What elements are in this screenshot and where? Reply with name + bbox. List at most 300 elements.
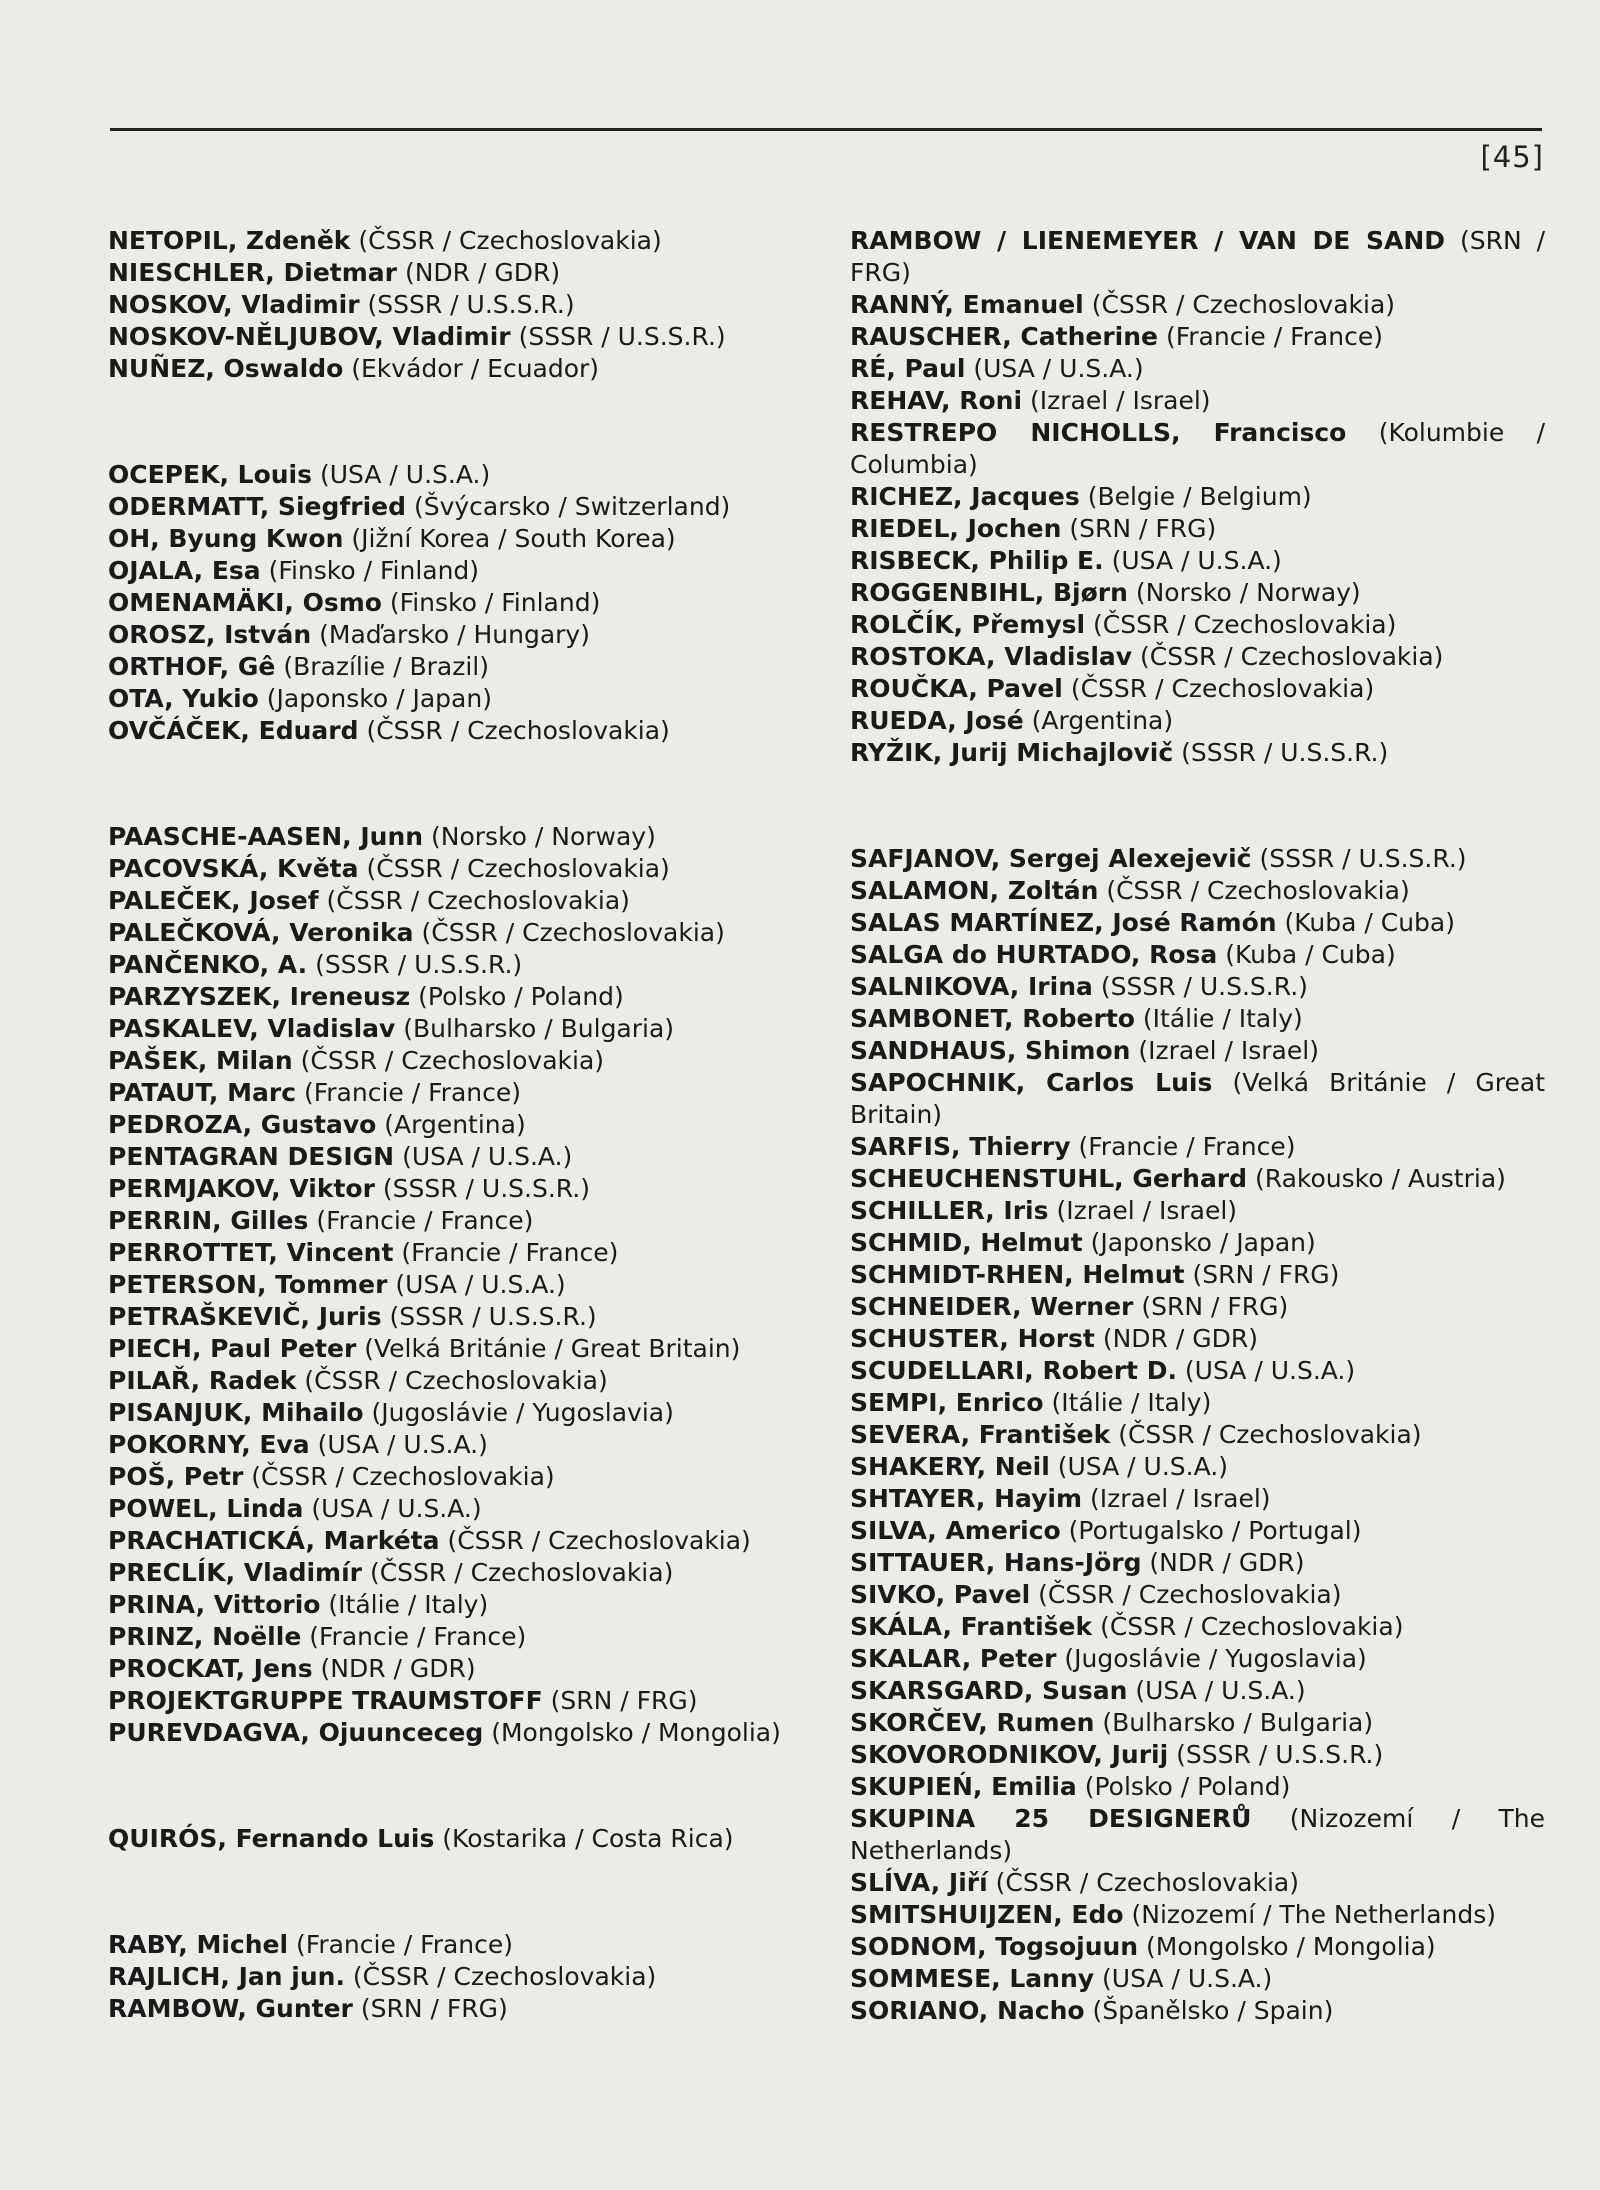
designer-name: SMITSHUIJZEN, Edo xyxy=(850,1900,1124,1929)
designer-country: (Rakousko / Austria) xyxy=(1255,1164,1506,1193)
designer-country: (USA / U.S.A.) xyxy=(402,1142,573,1171)
list-item xyxy=(108,1461,803,1493)
designer-name: SKOVORODNIKOV, Jurij xyxy=(850,1740,1169,1769)
list-item xyxy=(108,459,803,491)
list-item xyxy=(108,885,803,917)
designer-name: SKORČEV, Rumen xyxy=(850,1708,1095,1737)
name-group xyxy=(108,225,803,385)
designer-country: (Francie / France) xyxy=(303,1078,521,1107)
designer-country: (USA / U.S.A.) xyxy=(1184,1356,1356,1385)
list-item xyxy=(850,1419,1545,1451)
designer-country: (SRN / FRG) xyxy=(550,1686,698,1715)
designer-country: (Argentina) xyxy=(384,1110,526,1139)
list-item xyxy=(850,225,1545,289)
designer-name: RAMBOW / LIENEMEYER / VAN DE SAND xyxy=(850,226,1446,255)
designer-name: SIVKO, Pavel xyxy=(850,1580,1031,1609)
designer-country: (USA / U.S.A.) xyxy=(395,1270,566,1299)
designer-country: (Francie / France) xyxy=(296,1930,514,1959)
list-item xyxy=(850,1739,1545,1771)
designer-country: (ČSSR / Czechoslovakia) xyxy=(1100,1612,1404,1641)
designer-name: NUÑEZ, Oswaldo xyxy=(108,354,344,383)
designer-name: ROSTOKA, Vladislav xyxy=(850,642,1133,671)
designer-name: PERRIN, Gilles xyxy=(108,1206,309,1235)
designer-country: (Izrael / Israel) xyxy=(1056,1196,1238,1225)
list-item xyxy=(850,673,1545,705)
designer-name: SCHMIDT-RHEN, Helmut xyxy=(850,1260,1185,1289)
designer-name: PRECLÍK, Vladimír xyxy=(108,1558,363,1587)
list-item xyxy=(850,1931,1545,1963)
designer-country: (Kuba / Cuba) xyxy=(1284,908,1455,937)
list-item xyxy=(850,1163,1545,1195)
designer-name: ORTHOF, Gê xyxy=(108,652,276,681)
designer-country: (Portugalsko / Portugal) xyxy=(1068,1516,1362,1545)
designer-name: NOSKOV-NĚLJUBOV, Vladimir xyxy=(108,322,511,351)
designer-name: OROSZ, István xyxy=(108,620,312,649)
designer-country: (SSSR / U.S.S.R.) xyxy=(1100,972,1308,1001)
designer-name: PACOVSKÁ, Květa xyxy=(108,854,359,883)
designer-country: (Švýcarsko / Switzerland) xyxy=(413,492,731,521)
designer-name: NIESCHLER, Dietmar xyxy=(108,258,397,287)
list-item xyxy=(108,1333,803,1365)
designer-country: (Jugoslávie / Yugoslavia) xyxy=(371,1398,674,1427)
designer-name: OVČÁČEK, Eduard xyxy=(108,716,359,745)
designer-name: SALAS MARTÍNEZ, José Ramón xyxy=(850,908,1277,937)
designer-country: (Izrael / Israel) xyxy=(1089,1484,1271,1513)
designer-country: (NDR / GDR) xyxy=(1102,1324,1258,1353)
designer-name: SODNOM, Togsojuun xyxy=(850,1932,1139,1961)
designer-name: QUIRÓS, Fernando Luis xyxy=(108,1824,435,1853)
list-item xyxy=(850,1803,1545,1867)
designer-country: (Polsko / Poland) xyxy=(418,982,624,1011)
designer-country: (Jižní Korea / South Korea) xyxy=(351,524,676,553)
list-item xyxy=(850,513,1545,545)
designer-country: (SSSR / U.S.S.R.) xyxy=(1176,1740,1384,1769)
list-item xyxy=(108,917,803,949)
designer-country: (Jugoslávie / Yugoslavia) xyxy=(1064,1644,1367,1673)
designer-country: (Itálie / Italy) xyxy=(1051,1388,1212,1417)
list-item xyxy=(108,1621,803,1653)
designer-name: OH, Byung Kwon xyxy=(108,524,344,553)
list-item xyxy=(108,587,803,619)
designer-country: (Velká Británie / Great Britain) xyxy=(850,1068,1545,1129)
list-item xyxy=(850,907,1545,939)
designer-name: RICHEZ, Jacques xyxy=(850,482,1080,511)
designer-name: PETERSON, Tommer xyxy=(108,1270,388,1299)
designer-country: (USA / U.S.A.) xyxy=(1111,546,1282,575)
list-item xyxy=(850,1675,1545,1707)
name-group xyxy=(108,459,803,747)
list-item xyxy=(108,1993,803,2025)
list-item xyxy=(108,1045,803,1077)
designer-country: (Brazílie / Brazil) xyxy=(283,652,489,681)
designer-country: (USA / U.S.A.) xyxy=(973,354,1144,383)
list-item xyxy=(850,1611,1545,1643)
designer-country: (USA / U.S.A.) xyxy=(1102,1964,1273,1993)
designer-name: RISBECK, Philip E. xyxy=(850,546,1104,575)
designer-country: (ČSSR / Czechoslovakia) xyxy=(1038,1580,1342,1609)
list-item xyxy=(850,1291,1545,1323)
list-item xyxy=(108,949,803,981)
list-item xyxy=(850,577,1545,609)
list-item xyxy=(108,853,803,885)
designer-country: (Francie / France) xyxy=(1078,1132,1296,1161)
designer-name: SCHNEIDER, Werner xyxy=(850,1292,1134,1321)
list-item xyxy=(850,641,1545,673)
list-item xyxy=(850,417,1545,481)
list-item xyxy=(850,1355,1545,1387)
list-item xyxy=(850,481,1545,513)
designer-country: (USA / U.S.A.) xyxy=(1057,1452,1228,1481)
designer-name: SHAKERY, Neil xyxy=(850,1452,1050,1481)
designer-country: (Japonsko / Japan) xyxy=(266,684,492,713)
header-rule xyxy=(110,128,1542,131)
designer-name: PAŠEK, Milan xyxy=(108,1046,293,1075)
designer-name: PRINZ, Noëlle xyxy=(108,1622,302,1651)
designer-country: (Maďarsko / Hungary) xyxy=(319,620,590,649)
designer-name: OCEPEK, Louis xyxy=(108,460,313,489)
list-item xyxy=(108,1429,803,1461)
designer-country: (ČSSR / Czechoslovakia) xyxy=(1091,290,1396,319)
page-number: [45] xyxy=(1480,140,1544,174)
designer-country: (ČSSR / Czechoslovakia) xyxy=(1106,876,1410,905)
designer-country: (Itálie / Italy) xyxy=(1142,1004,1303,1033)
designer-country: (ČSSR / Czechoslovakia) xyxy=(366,716,670,745)
designer-name: NOSKOV, Vladimir xyxy=(108,290,360,319)
list-item xyxy=(850,705,1545,737)
designer-country: (Finsko / Finland) xyxy=(389,588,601,617)
designer-country: (ČSSR / Czechoslovakia) xyxy=(369,1558,674,1587)
list-item xyxy=(108,555,803,587)
list-item xyxy=(850,609,1545,641)
designer-name: PUREVDAGVA, Ojuunceceg xyxy=(108,1718,484,1747)
designer-name: PASKALEV, Vladislav xyxy=(108,1014,396,1043)
designer-country: (ČSSR / Czechoslovakia) xyxy=(304,1366,608,1395)
designer-name: REHAV, Roni xyxy=(850,386,1023,415)
designer-name: PATAUT, Marc xyxy=(108,1078,297,1107)
list-item xyxy=(850,385,1545,417)
designer-country: (Kolumbie / Columbia) xyxy=(850,418,1545,479)
designer-country: (ČSSR / Czechoslovakia) xyxy=(366,854,670,883)
designer-name: OTA, Yukio xyxy=(108,684,259,713)
designer-name: PERMJAKOV, Viktor xyxy=(108,1174,375,1203)
designer-name: PETRAŠKEVIČ, Juris xyxy=(108,1302,382,1331)
right-column xyxy=(850,225,1545,2101)
list-item xyxy=(850,1547,1545,1579)
designer-name: SORIANO, Nacho xyxy=(850,1996,1085,2025)
list-item xyxy=(850,1963,1545,1995)
designer-country: (SSSR / U.S.S.R.) xyxy=(315,950,523,979)
designer-name: SCHMID, Helmut xyxy=(850,1228,1083,1257)
designer-country: (Francie / France) xyxy=(316,1206,534,1235)
designer-name: SLÍVA, Jiří xyxy=(850,1868,988,1897)
designer-country: (USA / U.S.A.) xyxy=(311,1494,482,1523)
list-item xyxy=(108,1961,803,1993)
list-item xyxy=(850,1995,1545,2027)
designer-country: (Kostarika / Costa Rica) xyxy=(442,1824,734,1853)
designer-name: SCHEUCHENSTUHL, Gerhard xyxy=(850,1164,1248,1193)
list-item xyxy=(108,1141,803,1173)
list-item xyxy=(108,1109,803,1141)
designer-country: (USA / U.S.A.) xyxy=(1135,1676,1306,1705)
designer-name: PROJEKTGRUPPE TRAUMSTOFF xyxy=(108,1686,543,1715)
designer-country: (ČSSR / Czechoslovakia) xyxy=(358,226,662,255)
designer-country: (ČSSR / Czechoslovakia) xyxy=(421,918,725,947)
designer-country: (SSSR / U.S.S.R.) xyxy=(389,1302,597,1331)
designer-country: (Itálie / Italy) xyxy=(328,1590,489,1619)
list-item xyxy=(108,1269,803,1301)
designer-country: (Mongolsko / Mongolia) xyxy=(491,1718,781,1747)
name-group xyxy=(108,1929,803,2025)
list-item xyxy=(850,1003,1545,1035)
designer-country: (Argentina) xyxy=(1031,706,1174,735)
designer-name: SKUPINA 25 DESIGNERŮ xyxy=(850,1804,1252,1833)
list-item xyxy=(108,1237,803,1269)
designer-name: POŠ, Petr xyxy=(108,1462,244,1491)
designer-name: SCHUSTER, Horst xyxy=(850,1324,1095,1353)
list-item xyxy=(108,651,803,683)
designer-name: PRACHATICKÁ, Markéta xyxy=(108,1526,440,1555)
designer-name: RÉ, Paul xyxy=(850,354,966,383)
list-item xyxy=(108,1397,803,1429)
designer-country: (Norsko / Norway) xyxy=(431,822,656,851)
list-item xyxy=(108,1013,803,1045)
list-item xyxy=(850,1195,1545,1227)
designer-name: SKARSGARD, Susan xyxy=(850,1676,1128,1705)
designer-name: SALGA do HURTADO, Rosa xyxy=(850,940,1218,969)
list-item xyxy=(108,821,803,853)
list-item xyxy=(850,1771,1545,1803)
list-item xyxy=(108,225,803,257)
designer-country: (Japonsko / Japan) xyxy=(1090,1228,1316,1257)
list-item xyxy=(108,1717,803,1749)
designer-name: SAMBONET, Roberto xyxy=(850,1004,1135,1033)
designer-name: SARFIS, Thierry xyxy=(850,1132,1071,1161)
designer-name: PALEČKOVÁ, Veronika xyxy=(108,918,414,947)
designer-name: RAMBOW, Gunter xyxy=(108,1994,353,2023)
designer-name: SITTAUER, Hans-Jörg xyxy=(850,1548,1142,1577)
designer-name: PRINA, Vittorio xyxy=(108,1590,321,1619)
designer-country: (Velká Británie / Great Britain) xyxy=(364,1334,741,1363)
list-item xyxy=(850,321,1545,353)
designer-country: (SRN / FRG) xyxy=(1069,514,1217,543)
designer-country: (SRN / FRG) xyxy=(850,226,1545,287)
designer-name: SOMMESE, Lanny xyxy=(850,1964,1095,1993)
designer-name: SEMPI, Enrico xyxy=(850,1388,1044,1417)
name-group xyxy=(850,843,1545,2027)
designer-country: (ČSSR / Czechoslovakia) xyxy=(251,1462,555,1491)
list-item xyxy=(850,1035,1545,1067)
designer-name: PILAŘ, Radek xyxy=(108,1366,297,1395)
designer-name: SCUDELLARI, Robert D. xyxy=(850,1356,1177,1385)
designer-name: SCHILLER, Iris xyxy=(850,1196,1049,1225)
list-item xyxy=(108,257,803,289)
designer-country: (Bulharsko / Bulgaria) xyxy=(403,1014,675,1043)
designer-name: ROUČKA, Pavel xyxy=(850,674,1063,703)
list-item xyxy=(108,1365,803,1397)
list-item xyxy=(850,1483,1545,1515)
designer-country: (Polsko / Poland) xyxy=(1084,1772,1291,1801)
list-item xyxy=(108,1929,803,1961)
designer-country: (ČSSR / Czechoslovakia) xyxy=(1118,1420,1422,1449)
designer-country: (SSSR / U.S.S.R.) xyxy=(367,290,575,319)
designer-country: (SRN / FRG) xyxy=(360,1994,508,2023)
designer-name: POWEL, Linda xyxy=(108,1494,304,1523)
list-item xyxy=(850,843,1545,875)
list-item xyxy=(108,1493,803,1525)
designer-name: SKUPIEŃ, Emilia xyxy=(850,1772,1077,1801)
designer-name: PANČENKO, A. xyxy=(108,950,308,979)
list-item xyxy=(850,1899,1545,1931)
designer-name: PEDROZA, Gustavo xyxy=(108,1110,377,1139)
designer-country: (SSSR / U.S.S.R.) xyxy=(1259,844,1467,873)
designer-country: (Bulharsko / Bulgaria) xyxy=(1102,1708,1374,1737)
designer-name: RANNÝ, Emanuel xyxy=(850,290,1084,319)
designer-name: NETOPIL, Zdeněk xyxy=(108,226,351,255)
designer-country: (Kuba / Cuba) xyxy=(1225,940,1396,969)
list-item xyxy=(850,1227,1545,1259)
list-item xyxy=(108,1173,803,1205)
list-item xyxy=(850,737,1545,769)
designer-country: (NDR / GDR) xyxy=(404,258,561,287)
designer-country: (NDR / GDR) xyxy=(320,1654,476,1683)
list-item xyxy=(850,1259,1545,1291)
designer-country: (USA / U.S.A.) xyxy=(319,460,491,489)
designer-name: ROGGENBIHL, Bjørn xyxy=(850,578,1128,607)
designer-country: (ČSSR / Czechoslovakia) xyxy=(1140,642,1444,671)
designer-country: (Mongolsko / Mongolia) xyxy=(1146,1932,1436,1961)
designer-name: PROCKAT, Jens xyxy=(108,1654,313,1683)
designer-country: (Izrael / Israel) xyxy=(1138,1036,1319,1065)
list-item xyxy=(108,353,803,385)
designer-name: RUEDA, José xyxy=(850,706,1024,735)
designer-name: SALAMON, Zoltán xyxy=(850,876,1099,905)
list-item xyxy=(850,1387,1545,1419)
list-item xyxy=(108,1685,803,1717)
designer-country: (Španělsko / Spain) xyxy=(1092,1996,1334,2025)
designer-name: PERROTTET, Vincent xyxy=(108,1238,394,1267)
list-item xyxy=(850,1867,1545,1899)
list-item xyxy=(850,1131,1545,1163)
list-item xyxy=(108,1301,803,1333)
list-item xyxy=(850,1579,1545,1611)
designer-country: (ČSSR / Czechoslovakia) xyxy=(326,886,630,915)
list-item xyxy=(108,321,803,353)
list-item xyxy=(850,1643,1545,1675)
list-item xyxy=(108,1589,803,1621)
designer-country: (Belgie / Belgium) xyxy=(1087,482,1312,511)
designer-name: PENTAGRAN DESIGN xyxy=(108,1142,395,1171)
designer-name: SANDHAUS, Shimon xyxy=(850,1036,1131,1065)
designer-name: ROLČÍK, Přemysl xyxy=(850,610,1086,639)
designer-country: (Francie / France) xyxy=(1165,322,1383,351)
designer-country: (Izrael / Israel) xyxy=(1029,386,1211,415)
designer-country: (ČSSR / Czechoslovakia) xyxy=(1093,610,1397,639)
designer-name: PAASCHE-AASEN, Junn xyxy=(108,822,424,851)
designer-name: OMENAMÄKI, Osmo xyxy=(108,588,382,617)
designer-country: (Ekvádor / Ecuador) xyxy=(351,354,600,383)
designer-name: SILVA, Americo xyxy=(850,1516,1061,1545)
list-item xyxy=(850,875,1545,907)
designer-country: (NDR / GDR) xyxy=(1149,1548,1305,1577)
designer-name: SAFJANOV, Sergej Alexejevič xyxy=(850,844,1252,873)
list-item xyxy=(108,1525,803,1557)
list-item xyxy=(108,1077,803,1109)
designer-name: SEVERA, František xyxy=(850,1420,1111,1449)
list-item xyxy=(108,981,803,1013)
designer-name: RIEDEL, Jochen xyxy=(850,514,1062,543)
designer-country: (Nizozemí / The Netherlands) xyxy=(1131,1900,1497,1929)
list-item xyxy=(850,939,1545,971)
list-item xyxy=(850,1451,1545,1483)
list-item xyxy=(850,1515,1545,1547)
list-item xyxy=(108,619,803,651)
designer-country: (ČSSR / Czechoslovakia) xyxy=(352,1962,657,1991)
designer-country: (Francie / France) xyxy=(309,1622,527,1651)
designer-name: SAPOCHNIK, Carlos Luis xyxy=(850,1068,1213,1097)
designer-name: RAUSCHER, Catherine xyxy=(850,322,1158,351)
list-item xyxy=(850,1707,1545,1739)
name-group xyxy=(108,1823,803,1855)
designer-country: (ČSSR / Czechoslovakia) xyxy=(1070,674,1375,703)
designer-name: RAJLICH, Jan jun. xyxy=(108,1962,345,1991)
designer-name: PALEČEK, Josef xyxy=(108,886,319,915)
designer-name: ODERMATT, Siegfried xyxy=(108,492,406,521)
designer-country: (SSSR / U.S.S.R.) xyxy=(518,322,726,351)
designer-country: (Nizozemí / The Netherlands) xyxy=(850,1804,1545,1865)
list-item xyxy=(850,1067,1545,1131)
list-item xyxy=(108,683,803,715)
designer-country: (Norsko / Norway) xyxy=(1135,578,1361,607)
designer-name: SALNIKOVA, Irina xyxy=(850,972,1093,1001)
list-item xyxy=(850,289,1545,321)
list-item xyxy=(108,1557,803,1589)
designer-name: RYŽIK, Jurij Michajlovič xyxy=(850,738,1174,767)
designer-country: (ČSSR / Czechoslovakia) xyxy=(995,1868,1299,1897)
designer-country: (SSSR / U.S.S.R.) xyxy=(1181,738,1389,767)
designer-name: SKALAR, Peter xyxy=(850,1644,1057,1673)
list-item xyxy=(108,715,803,747)
designer-name: POKORNY, Eva xyxy=(108,1430,310,1459)
designer-name: SKÁLA, František xyxy=(850,1612,1093,1641)
name-group xyxy=(850,225,1545,769)
designer-country: (ČSSR / Czechoslovakia) xyxy=(447,1526,751,1555)
name-group xyxy=(108,821,803,1749)
designer-name: PIECH, Paul Peter xyxy=(108,1334,357,1363)
list-item xyxy=(108,491,803,523)
designer-name: RABY, Michel xyxy=(108,1930,289,1959)
designer-country: (ČSSR / Czechoslovakia) xyxy=(300,1046,605,1075)
list-item xyxy=(108,1823,803,1855)
designer-name: PARZYSZEK, Ireneusz xyxy=(108,982,411,1011)
designer-country: (USA / U.S.A.) xyxy=(317,1430,488,1459)
designer-name: RESTREPO NICHOLLS, Francisco xyxy=(850,418,1347,447)
list-item xyxy=(850,545,1545,577)
designer-country: (SRN / FRG) xyxy=(1192,1260,1340,1289)
list-item xyxy=(108,523,803,555)
designer-country: (SRN / FRG) xyxy=(1141,1292,1289,1321)
list-item xyxy=(850,1323,1545,1355)
left-column xyxy=(108,225,803,2099)
designer-name: SHTAYER, Hayim xyxy=(850,1484,1083,1513)
designer-name: OJALA, Esa xyxy=(108,556,261,585)
list-item xyxy=(108,1205,803,1237)
list-item xyxy=(850,353,1545,385)
designer-country: (Francie / France) xyxy=(401,1238,619,1267)
list-item xyxy=(108,1653,803,1685)
designer-country: (SSSR / U.S.S.R.) xyxy=(382,1174,590,1203)
designer-name: PISANJUK, Mihailo xyxy=(108,1398,364,1427)
list-item xyxy=(850,971,1545,1003)
